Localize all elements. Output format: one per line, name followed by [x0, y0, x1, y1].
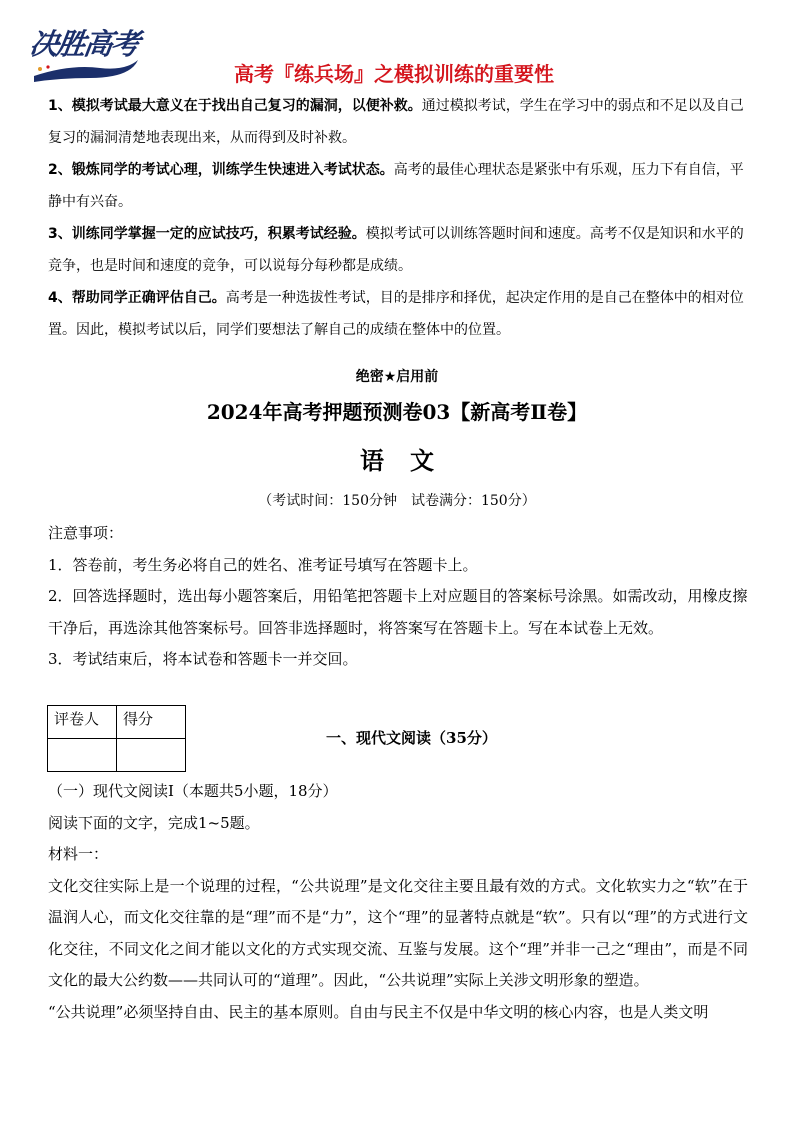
score-cell [117, 739, 186, 772]
intro-point-heading: 1、模拟考试最大意义在于找出自己复习的漏洞，以便补救。 [48, 98, 422, 114]
reading-part-title: （一）现代文阅读Ⅰ（本题共5小题，18分） [48, 782, 338, 800]
intro-point-text: 通过模拟考试，学生在学习中的弱点和不足以及自己复习的漏洞清楚地表现出来，从而得到及时补救。 [48, 98, 744, 146]
exam-notice [48, 518, 748, 676]
reading-instruction: 阅读下面的文字，完成1~5题。 [48, 813, 260, 832]
notice-heading: 注意事项： [48, 524, 124, 542]
grader-header: 评卷人 [48, 706, 117, 739]
intro-point-text: 高考是一种选拔性考试，目的是排序和择优，起决定作用的是自己在整体中的相对位置。因此，模拟考试以后，同学们要想法了解自己的成绩在整体中的位置。 [48, 290, 744, 338]
banner-title [0, 58, 794, 87]
score-table-blank-row [48, 739, 186, 772]
section-heading: 一、现代文阅读（35分） [326, 729, 497, 747]
score-header: 得分 [117, 706, 186, 739]
exam-info: （考试时间：150分钟 试卷满分：150分） [258, 493, 536, 509]
intro-point-text: 模拟考试可以训练答题时间和速度。高考不仅是知识和水平的竞争，也是时间和速度的竞争，可以说每分每秒都是成绩。 [48, 226, 744, 274]
intro-point-text: 高考的最佳心理状态是紧张中有乐观，压力下有自信，平静中有兴奋。 [48, 162, 744, 210]
paper-title: 2024年高考押题预测卷03【新高考Ⅱ卷】 [206, 400, 588, 424]
score-table [47, 705, 186, 772]
logo-text: 决胜高考 [27, 27, 141, 61]
subject-title: 语文 [360, 446, 460, 475]
intro-point-heading: 3、训练同学掌握一定的应试技巧，积累考试经验。 [48, 226, 366, 242]
banner-title-text: 高考『练兵场』之模拟训练的重要性 [234, 62, 554, 86]
intro-point [48, 282, 748, 346]
confidential-label: 绝密★启用前 [355, 369, 439, 385]
intro-point [48, 90, 748, 154]
intro-point [48, 154, 748, 218]
score-table-header-row [48, 706, 186, 739]
intro-point-heading: 4、帮助同学正确评估自己。 [48, 290, 226, 306]
intro-point-heading: 2、锻炼同学的考试心理，训练学生快速进入考试状态。 [48, 162, 394, 178]
intro-points [48, 90, 748, 346]
notice-item: 2．回答选择题时，选出每小题答案后，用铅笔把答题卡上对应题目的答案标号涂黑。如需改动，用橡皮擦干净后，再选涂其他答案标号。回答非选择题时，将答案写在答题卡上。写在本试卷上无效。 [48, 587, 748, 637]
notice-item: 1．答卷前，考生务必将自己的姓名、准考证号填写在答题卡上。 [48, 555, 478, 574]
notice-item: 3．考试结束后，将本试卷和答题卡一并交回。 [48, 650, 358, 668]
reading-section [48, 776, 748, 1028]
grader-cell [48, 739, 117, 772]
material-paragraph: “公共说理”必须坚持自由、民主的基本原则。自由与民主不仅是中华文明的核心内容，也是人类文明 [48, 1002, 709, 1021]
intro-point [48, 218, 748, 282]
material-paragraph: 文化交往实际上是一个说理的过程，“公共说理”是文化交往主要且最有效的方式。文化软实力之“软”在于温润人心，而文化交往靠的是“理”而不是“力”，这个“理”的显著特点就是“软”。只有以“理”的方式进行文化交往，不同文化之间才能以文化的方式实现交流、互鉴与发展。这个“理”并非一己之“理由”，而是不同文化的最大公约数——共同认可的“道理”。因此，“公共说理”实际上关涉文明形象的塑造。 [48, 876, 748, 989]
material-label: 材料一： [48, 845, 109, 863]
